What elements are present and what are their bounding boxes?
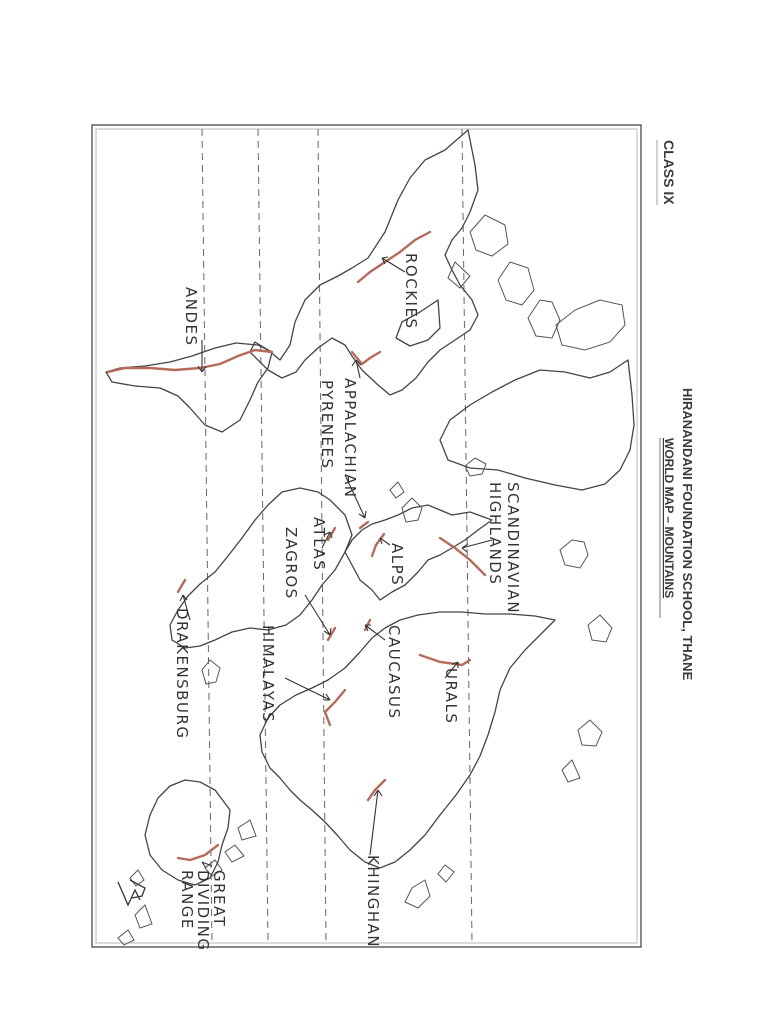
map-frame-inner	[96, 129, 637, 943]
andes-line	[108, 350, 272, 372]
latitude-line	[258, 129, 268, 943]
khinghan-arrow	[370, 790, 382, 855]
appalachian-label: APPALACHIAN	[341, 378, 359, 499]
drakensburg-line	[178, 580, 185, 592]
worksheet-title: WORLD MAP – MOUNTAINS	[662, 438, 676, 599]
school-name: HIRANANDANI FOUNDATION SCHOOL, THANE	[680, 388, 695, 681]
zagros-arrow	[305, 595, 331, 635]
urals-label: URALS	[442, 668, 460, 725]
greenland-outline	[440, 360, 634, 490]
alps-label: ALPS	[388, 543, 406, 587]
japan	[405, 865, 454, 908]
arctic-islands	[448, 215, 560, 338]
latitude-line	[202, 129, 212, 943]
north-america-outline	[250, 130, 478, 395]
great-dividing-label-line3: RANGE	[178, 870, 196, 930]
svalbard	[560, 540, 588, 568]
caucasus-label: CAUCASUS	[385, 625, 403, 720]
ellesmere-island	[556, 300, 625, 350]
teacher-signature	[118, 880, 145, 905]
atlas-label: ATLAS	[310, 517, 328, 572]
madagascar	[202, 660, 220, 684]
rockies-arrow	[382, 257, 405, 272]
alps-line	[372, 534, 384, 556]
novaya-zemlya	[588, 615, 612, 642]
scandinavian-label-line1: SCANDINAVIAN	[504, 482, 522, 615]
zagros-label: ZAGROS	[282, 527, 300, 600]
andes-label: ANDES	[182, 287, 200, 347]
great-dividing-label-line1: GREAT	[210, 870, 228, 928]
great-dividing-label-line2: DIVIDING	[194, 870, 212, 952]
rockies-label: ROCKIES	[402, 253, 420, 330]
south-america-outline	[106, 343, 272, 432]
pyrenees-label: PYRENEES	[318, 380, 336, 470]
class-label: CLASS IX	[661, 140, 677, 205]
himalayas-label: HIMALAYAS	[259, 625, 277, 723]
great-dividing-range-line	[178, 845, 218, 860]
caucasus-arrow	[365, 625, 385, 640]
khinghan-line	[368, 780, 385, 800]
urals-line	[420, 655, 470, 665]
himalayas-line	[325, 690, 345, 725]
drakensburg-label: DRAKENSBURG	[173, 608, 191, 740]
asia-outline	[260, 612, 555, 868]
new-zealand	[118, 905, 152, 945]
map-frame	[92, 125, 641, 947]
khinghan-label: KHINGHAN	[364, 855, 382, 949]
siberian-islands	[562, 720, 602, 782]
great-dividing-arrow	[202, 862, 212, 868]
scandinavian-label-line2: HIGHLANDS	[486, 482, 504, 586]
